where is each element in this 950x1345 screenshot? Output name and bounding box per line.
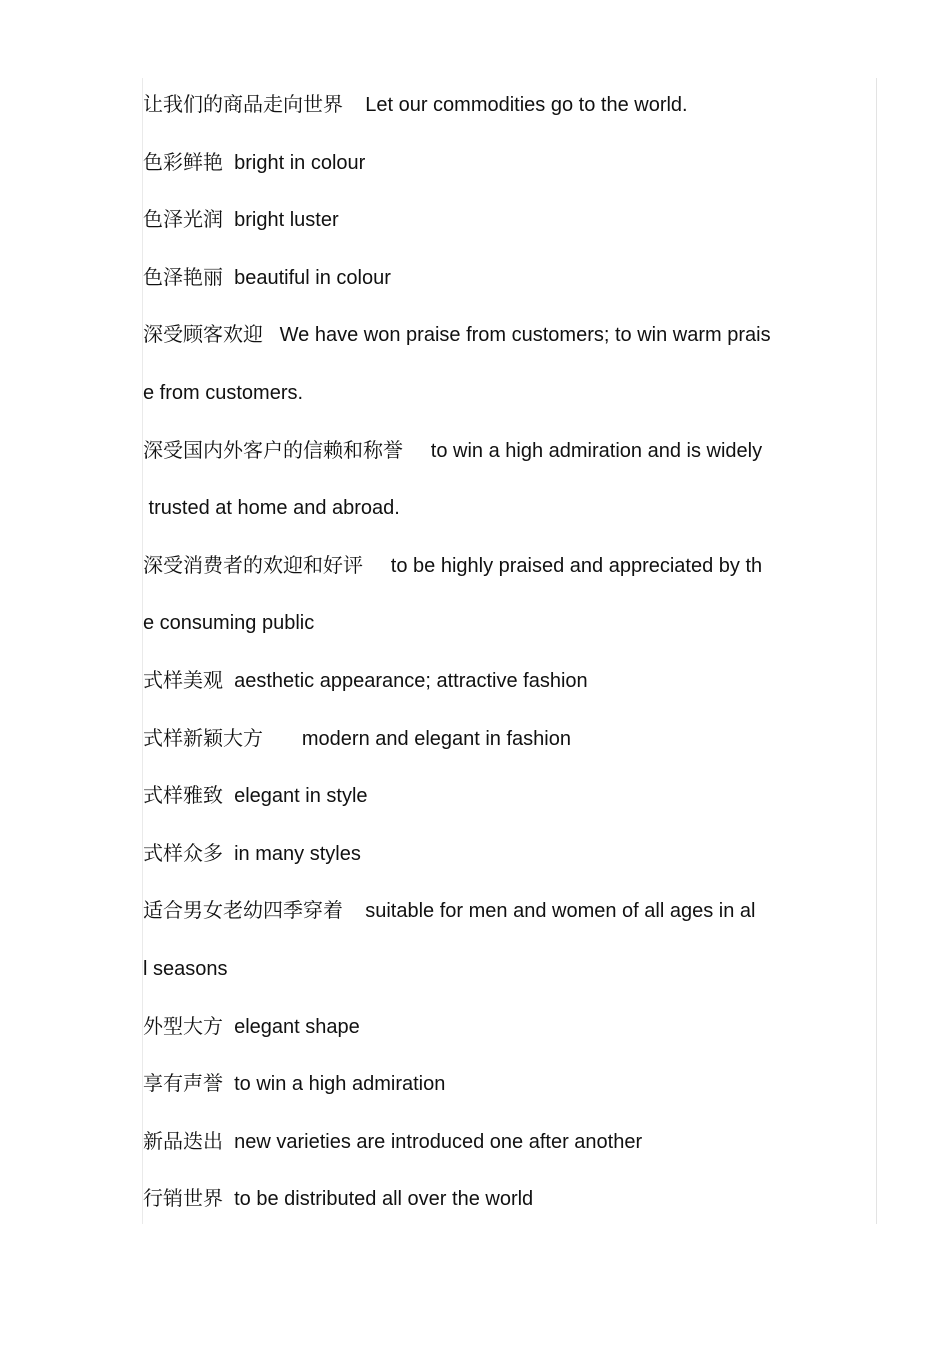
phrase-line-continuation	[143, 950, 863, 1008]
chinese-phrase: 享有声誉	[143, 1071, 223, 1096]
english-translation: to be highly praised and appreciated by th	[363, 554, 763, 577]
chinese-phrase: 色彩鲜艳	[143, 149, 223, 174]
english-translation: to win a high admiration and is widely	[403, 439, 763, 462]
chinese-phrase: 深受顾客欢迎	[143, 322, 263, 347]
chinese-phrase: 色泽艳丽	[143, 264, 223, 289]
english-translation: We have won praise from customers; to win warm prais	[263, 324, 771, 347]
english-translation: bright luster	[223, 209, 339, 232]
chinese-phrase: 色泽光润	[143, 207, 223, 232]
right-margin-rule	[876, 78, 877, 1224]
phrase-line	[143, 432, 863, 490]
chinese-phrase: 式样雅致	[143, 783, 223, 808]
phrase-line-continuation	[143, 374, 863, 432]
english-translation: suitable for men and women of all ages in al	[343, 900, 756, 923]
english-translation: aesthetic appearance; attractive fashion	[223, 669, 588, 692]
phrase-line	[143, 1180, 863, 1238]
phrase-line	[143, 662, 863, 720]
english-translation: elegant in style	[223, 785, 368, 808]
phrase-line	[143, 86, 863, 144]
english-translation: modern and elegant in fashion	[263, 727, 571, 750]
phrase-line	[143, 259, 863, 317]
english-translation: e consuming public	[143, 612, 315, 635]
phrase-line	[143, 1008, 863, 1066]
english-translation: bright in colour	[223, 151, 366, 174]
chinese-phrase: 深受国内外客户的信赖和称誉	[143, 437, 403, 462]
chinese-phrase: 适合男女老幼四季穿着	[143, 898, 343, 923]
english-translation: to be distributed all over the world	[223, 1188, 534, 1211]
phrase-line	[143, 892, 863, 950]
english-translation: elegant shape	[223, 1015, 360, 1038]
phrase-list	[143, 86, 863, 1238]
chinese-phrase: 新品迭出	[143, 1128, 223, 1153]
english-translation: to win a high admiration	[223, 1073, 446, 1096]
phrase-line	[143, 144, 863, 202]
english-translation: in many styles	[223, 842, 361, 865]
phrase-line	[143, 777, 863, 835]
chinese-phrase: 式样新颖大方	[143, 725, 263, 750]
phrase-line	[143, 1123, 863, 1181]
chinese-phrase: 深受消费者的欢迎和好评	[143, 552, 363, 577]
phrase-line-continuation	[143, 489, 863, 547]
phrase-line-continuation	[143, 604, 863, 662]
chinese-phrase: 式样众多	[143, 840, 223, 865]
chinese-phrase: 行销世界	[143, 1186, 223, 1211]
english-translation: e from customers.	[143, 381, 304, 404]
english-translation: l seasons	[143, 957, 228, 980]
phrase-line	[143, 1065, 863, 1123]
chinese-phrase: 让我们的商品走向世界	[143, 92, 343, 116]
chinese-phrase: 外型大方	[143, 1013, 223, 1038]
english-translation: beautiful in colour	[223, 266, 391, 289]
phrase-line	[143, 316, 863, 374]
chinese-phrase: 式样美观	[143, 667, 223, 692]
english-translation: trusted at home and abroad.	[143, 497, 400, 520]
phrase-line	[143, 201, 863, 259]
phrase-line	[143, 547, 863, 605]
phrase-line	[143, 835, 863, 893]
phrase-line	[143, 720, 863, 778]
english-translation: Let our commodities go to the world.	[343, 94, 688, 116]
english-translation: new varieties are introduced one after another	[223, 1130, 643, 1153]
